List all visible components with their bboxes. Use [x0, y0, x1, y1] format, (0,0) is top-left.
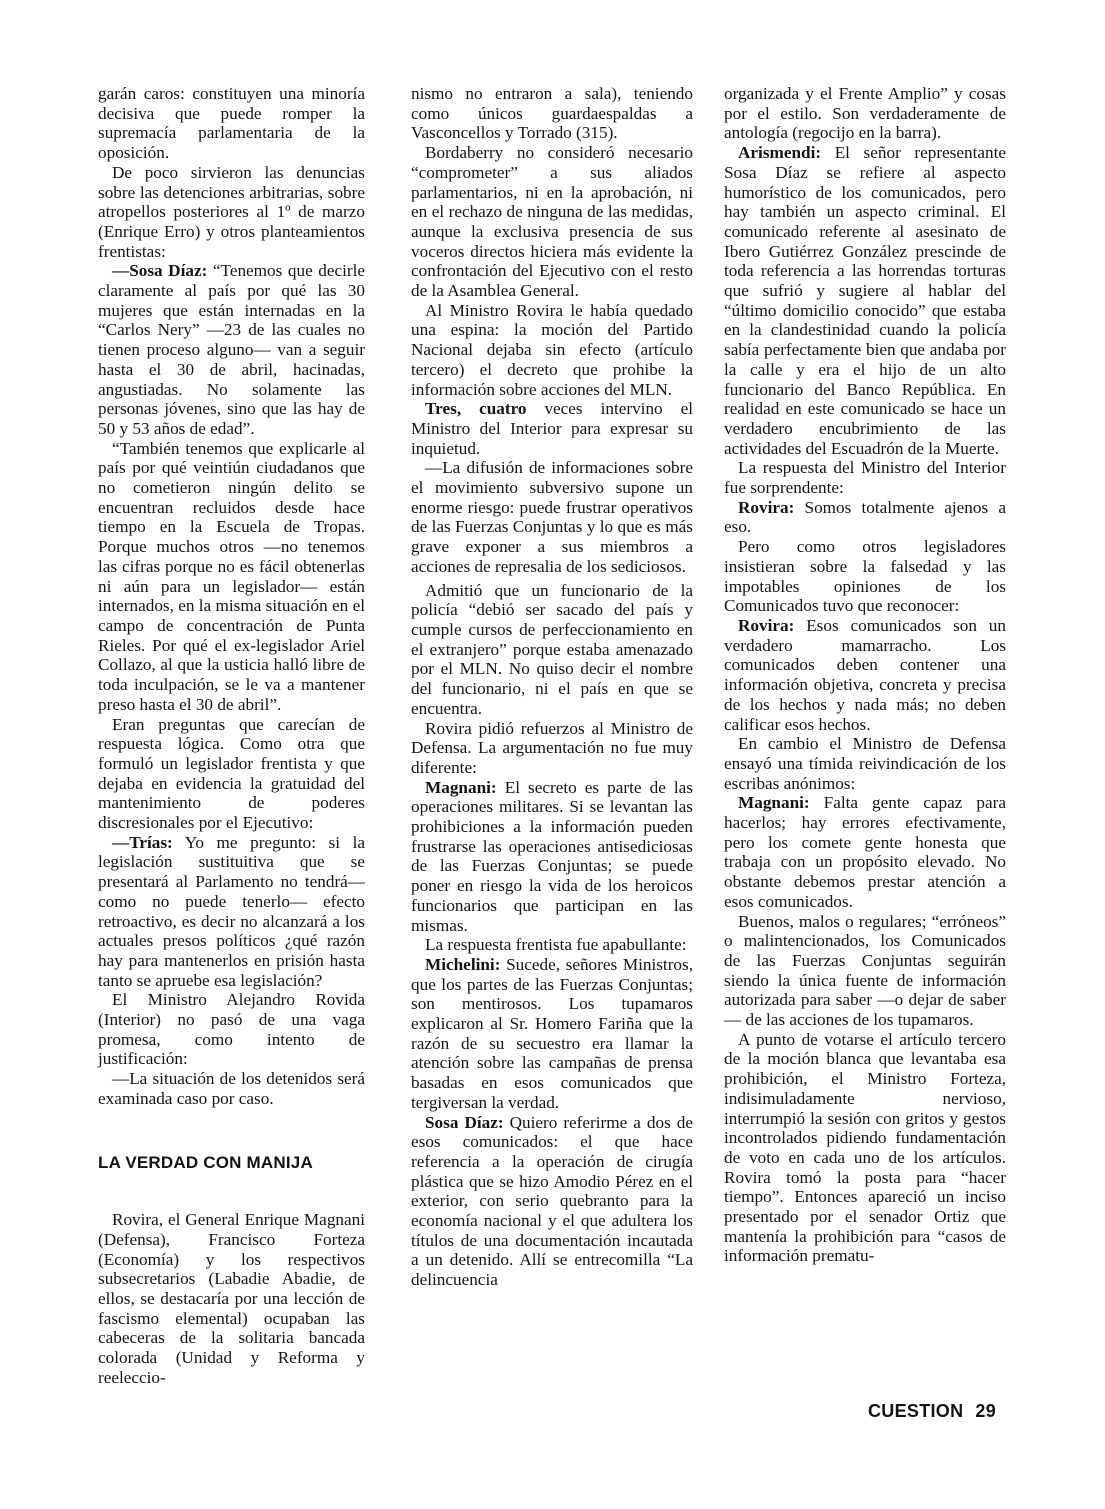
quote-text: Somos totalmente ajenos a eso.	[724, 497, 1007, 537]
speaker-name: —Trías:	[112, 832, 173, 852]
speaker-name: Rovira:	[738, 497, 795, 517]
speaker-name: Magnani:	[738, 793, 810, 813]
speaker-name: Rovira:	[738, 615, 795, 635]
paragraph	[98, 261, 365, 438]
magazine-name: CUESTION	[868, 1401, 964, 1421]
page-number: 29	[975, 1401, 997, 1421]
paragraph: Bordaberry no consideró necesario “comprometer” a sus aliados parlamentarios, ni en la aprobación, ni en el rechazo de ninguna de las medidas, aunque la exclusiva presencia de sus voceros directos hiciera más evidente la confrontación del Ejecutivo con el resto de la Asamblea General.	[411, 143, 693, 301]
paragraph: Pero como otros legisladores insistieran sobre la falsedad y las impotables opiniones de los Comunicados tuvo que reconocer:	[724, 537, 1006, 616]
article-column-2	[411, 84, 693, 1290]
article-column-1	[98, 84, 365, 1388]
paragraph	[411, 955, 693, 1113]
paragraph: Al Ministro Rovira le había quedado una espina: la moción del Partido Nacional dejaba sin efecto (artículo tercero) el decreto que prohibe la información sobre acciones del MLN.	[411, 300, 693, 399]
paragraph	[724, 143, 1006, 458]
speaker-name: Magnani:	[425, 777, 497, 797]
paragraph: La respuesta frentista fue apabullante:	[425, 935, 687, 955]
paragraph: Eran preguntas que carecían de respuesta lógica. Como otra que formuló un legislador frentista y que dejaba en evidencia la gratuidad del mantenimiento de poderes discresionales por el Ejecutivo:	[98, 714, 365, 833]
paragraph	[724, 498, 1006, 537]
quote-text: Sucede, señores Ministros, que los partes de las Fuerzas Conjuntas; son mentirosos. Los tupamaros explicaron al Sr. Homero Fariña que la razón de su secuestro era llamar la atención sobre las campañas de prensa basadas en esos comunicados que tergiversan la verdad.	[411, 954, 694, 1112]
paragraph: “También tenemos que explicarle al país por qué veintiún ciudadanos que no cometieron ningún delito se encuentran recluidos desde hace tiempo en la Escuela de Tropas. Porque muchos otros —no tenemos las cifras porque no es fácil obtenerlas ni aún para un legislador— están internados, en la misma situación en el campo de concentración de Punta Rieles. Por qué el ex-legislador Ariel Collazo, al que la usticia halló libre de toda inculpación, se le va a mantener preso hasta el 30 de abril”.	[98, 438, 365, 714]
paragraph: Buenos, malos o regulares; “erróneos” o malintencionados, los Comunicados de las Fuerzas Conjuntas seguirán siendo la única fuente de información autorizada para saber —o dejar de saber— de las acciones de los tupamaros.	[724, 911, 1006, 1030]
paragraph	[411, 778, 693, 936]
paragraph	[411, 1113, 693, 1290]
paragraph: En cambio el Ministro de Defensa ensayó una tímida reivindicación de los escribas anónimos:	[724, 734, 1006, 793]
quote-text: Quiero referirme a dos de esos comunicados: el que hace referencia a la operación de cirugía plástica que se hizo Amodio Pérez en el exterior, con serio quebranto para la economía nacional y el que adultera los títulos de una documentación incautada a un detenido. Allí se entrecomilla “La delincuencia	[411, 1112, 693, 1290]
paragraph: Admitió que un funcionario de la policía “debió ser sacado del país y cumple cursos de perfeccionamiento en el extranjero” porque estaba amenazado por el MLN. No quiso decir el nombre del funcionario, ni el país en que se encuentra.	[411, 580, 693, 718]
quote-text: Falta gente capaz para hacerlos; hay errores efectivamente, pero los comete gente honesta que trabaja con un propósito elevado. No obstante debemos prestar atención a esos comunicados.	[724, 793, 1006, 911]
paragraph: Rovira pidió refuerzos al Ministro de Defensa. La argumentación no fue muy diferente:	[411, 718, 693, 777]
paragraph: organizada y el Frente Amplio” y cosas por el estilo. Son verdaderamente de antología (regocijo en la barra).	[724, 84, 1006, 143]
paragraph: —La difusión de informaciones sobre el movimiento subversivo supone un enorme riesgo: puede frustrar operativos de las Fuerzas Conjuntas y lo que es más grave exponer a sus miembros a acciones de represalia de los sediciosos.	[411, 458, 693, 576]
paragraph: De poco sirvieron las denuncias sobre las detenciones arbitrarias, sobre atropellos posteriores al 1º de marzo (Enrique Erro) y otros planteamientos frentistas:	[98, 162, 365, 261]
quote-text: Yo me pregunto: si la legislación sustituitiva que se presentará al Parlamento no tendrá—como no puede tenerlo— efecto retroactivo, es decir no alcanzará a los actuales presos políticos ¿qué razón hay para mantenerlos en prisión hasta tanto se apruebe esa legislación?	[98, 832, 365, 990]
paragraph: Rovira, el General Enrique Magnani (Defensa), Francisco Forteza (Economía) y los respectivos subsecretarios (Labadie Abadie, de ellos, se destacaría por una lección de fascismo elemental) ocupaban las cabeceras de la solitaria bancada colorada (Unidad y Reforma y reeleccio-	[98, 1210, 365, 1387]
quote-text: El secreto es parte de las operaciones militares. Si se levantan las prohibiciones a la información pueden frustrarse las operaciones antisediciosas de las Fuerzas Conjuntas; se puede poner en riesgo la vida de los heroicos funcionarios que participan en las mismas.	[411, 777, 693, 935]
speaker-name: Arismendi:	[738, 143, 822, 163]
paragraph: —La situación de los detenidos será examinada caso por caso.	[98, 1069, 365, 1108]
paragraph	[98, 833, 365, 991]
emphasis-text: Tres, cuatro	[425, 399, 527, 419]
paragraph	[724, 616, 1006, 734]
page-footer	[868, 1401, 996, 1422]
paragraph	[724, 793, 1006, 911]
section-heading: LA VERDAD CON MANIJA	[98, 1152, 313, 1172]
speaker-name: Michelini:	[425, 954, 501, 974]
quote-text: El señor representante Sosa Díaz se refiere al aspecto humorístico de los comunicados, pero hay también un aspecto criminal. El comunicado referente al asesinato de Ibero Gutiérrez González prescinde de toda referencia a las horrendas torturas que sufrió y sugiere al hablar del “último domicilio conocido” que estaba en la clandestinidad cuando la policía sabía perfectamente bien que andaba por la calle y era el hijo de un alto funcionario del Banco República. En realidad en este comunicado se hace un verdadero encubrimiento de las actividades del Escuadrón de la Muerte.	[724, 143, 1006, 458]
body-text: veces intervino el Ministro del Interior para expresar su inquietud.	[411, 399, 693, 458]
paragraph: A punto de votarse el artículo tercero de la moción blanca que levantaba esa prohibición, el Ministro Forteza, indisimuladamente nervioso, interrumpió la sesión con gritos y gestos incontrolados pidiendo fundamentación de voto en cada uno de los artículos. Rovira tomó la posta para “hacer tiempo”. Entonces apareció un inciso presentado por el senador Ortiz que mantenía la prohibición para “casos de información prematu-	[724, 1029, 1006, 1266]
article-column-3	[724, 84, 1006, 1266]
quote-text: Esos comunicados son un verdadero mamarracho. Los comunicados deben contener una información objetiva, concreta y precisa de los hechos y nada más; no deben calificar esos hechos.	[724, 615, 1006, 734]
speaker-name: Sosa Díaz:	[425, 1112, 504, 1132]
speaker-name: —Sosa Díaz:	[112, 261, 208, 281]
paragraph: El Ministro Alejandro Rovida (Interior) no pasó de una vaga promesa, como intento de justificación:	[98, 990, 365, 1069]
quote-text: “Tenemos que decirle claramente al país por qué las 30 mujeres que están internadas en la “Carlos Nery” —23 de las cuales no tienen proceso alguno— van a seguir hasta el 30 de abril, hacinadas, angustiadas. No solamente las personas jóvenes, sino que las hay de 50 y 53 años de edad”.	[98, 261, 366, 438]
paragraph	[411, 399, 693, 458]
paragraph: nismo no entraron a sala), teniendo como únicos guardaespaldas a Vasconcellos y Torrado (315).	[411, 84, 693, 143]
paragraph: La respuesta del Ministro del Interior fue sorprendente:	[724, 458, 1006, 498]
paragraph: garán caros: constituyen una minoría decisiva que puede romper la supremacía parlamentaria de la oposición.	[98, 84, 365, 163]
